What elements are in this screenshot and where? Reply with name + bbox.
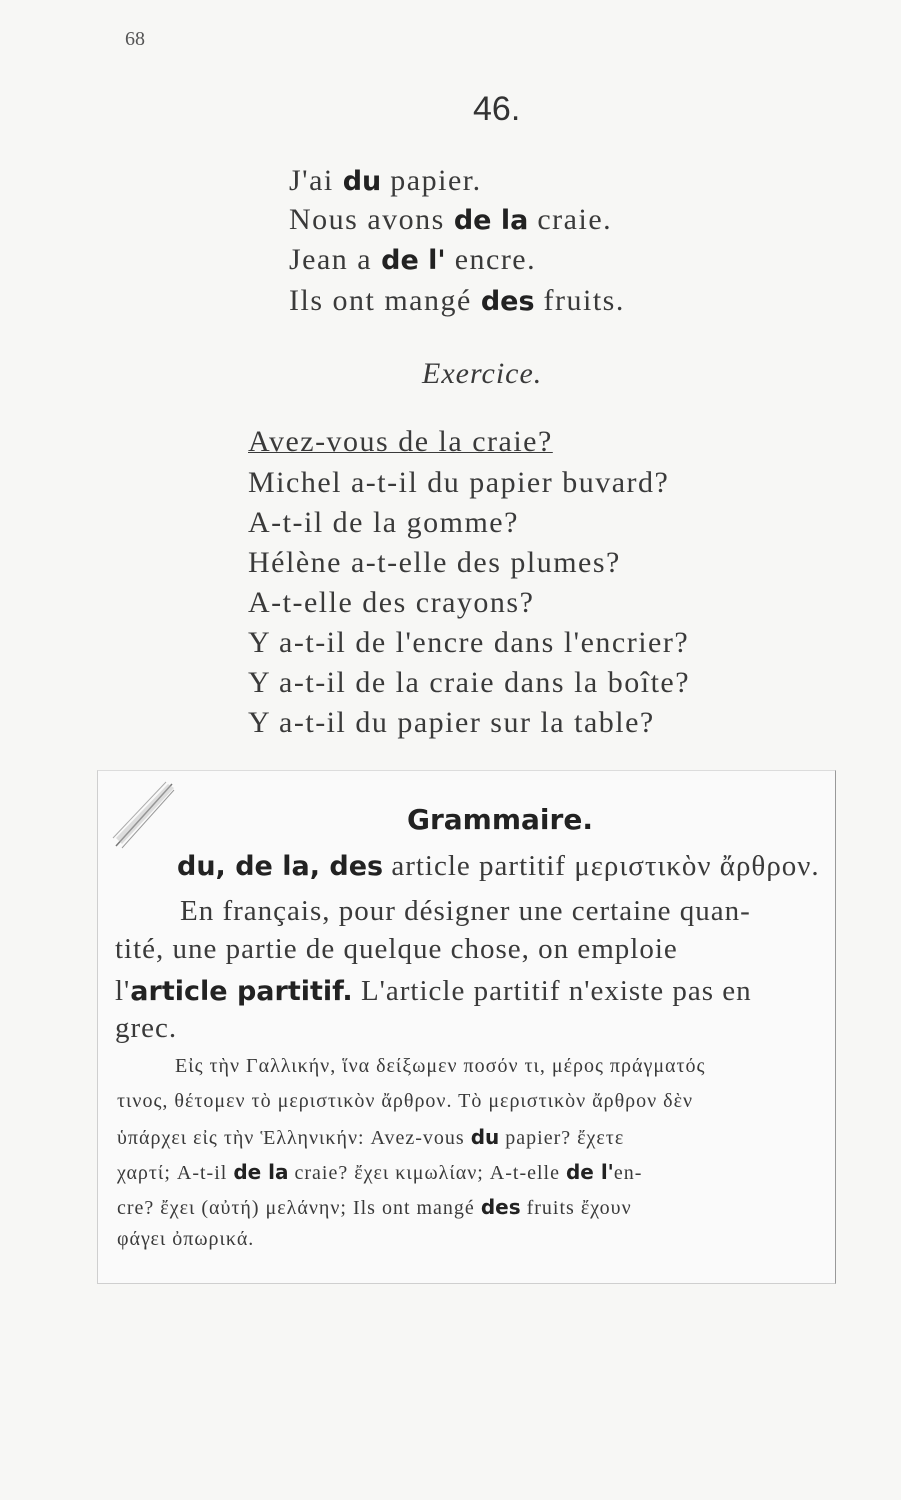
greek-line: Εἰς τὴν Γαλλικήν, ἵνα δείξωμεν ποσόν τι, μέρος πράγματός bbox=[175, 1055, 706, 1077]
exercise-question: A-t-elle des crayons? bbox=[248, 586, 535, 619]
exercise-question: Michel a-t-il du papier buvard? bbox=[248, 466, 670, 499]
grammar-line: grec. bbox=[115, 1012, 178, 1044]
exercise-question: Y a-t-il de la craie dans la boîte? bbox=[248, 666, 691, 699]
grammar-line: l'article partitif. L'article partitif n'existe pas en bbox=[115, 975, 752, 1007]
exercise-question: Y a-t-il de l'encre dans l'encrier? bbox=[248, 626, 690, 659]
grammar-title: Grammaire. bbox=[407, 803, 593, 836]
lesson-number: 46. bbox=[473, 90, 521, 128]
greek-line: φάγει ὀπωρικά. bbox=[117, 1228, 255, 1250]
pencil-mark-icon bbox=[108, 778, 178, 853]
example-sentence: Nous avons de la craie. bbox=[289, 203, 613, 236]
greek-line: τινος, θέτομεν τὸ μεριστικὸν ἄρθρον. Τὸ μεριστικὸν ἄρθρον δὲν bbox=[117, 1090, 694, 1112]
greek-line: χαρτί; A-t-il de la craie? ἔχει κιμωλίαν; A-t-elle de l'en- bbox=[117, 1160, 643, 1184]
greek-line: cre? ἔχει (αὐτή) μελάνην; Ils ont mangé des fruits ἔχουν bbox=[117, 1195, 632, 1219]
greek-line: ὑπάρχει εἰς τὴν Ἑλληνικήν: Avez-vous du papier? ἔχετε bbox=[117, 1125, 625, 1149]
exercise-question: Y a-t-il du papier sur la table? bbox=[248, 706, 655, 739]
grammar-line: En français, pour désigner une certaine quan- bbox=[180, 895, 751, 927]
exercise-question: Avez-vous de la craie? bbox=[248, 425, 553, 458]
example-sentence: Jean a de l' encre. bbox=[289, 243, 537, 276]
exercise-question: Hélène a-t-elle des plumes? bbox=[248, 546, 621, 579]
exercise-question: A-t-il de la gomme? bbox=[248, 506, 519, 539]
grammar-line: tité, une partie de quelque chose, on emploie bbox=[115, 933, 678, 965]
exercise-title: Exercice. bbox=[422, 357, 543, 390]
example-sentence: J'ai du papier. bbox=[289, 164, 482, 197]
page-number: 68 bbox=[125, 28, 145, 50]
example-sentence: Ils ont mangé des fruits. bbox=[289, 284, 625, 317]
grammar-line: du, de la, des article partitif μεριστικὸν ἄρθρον. bbox=[177, 850, 820, 882]
